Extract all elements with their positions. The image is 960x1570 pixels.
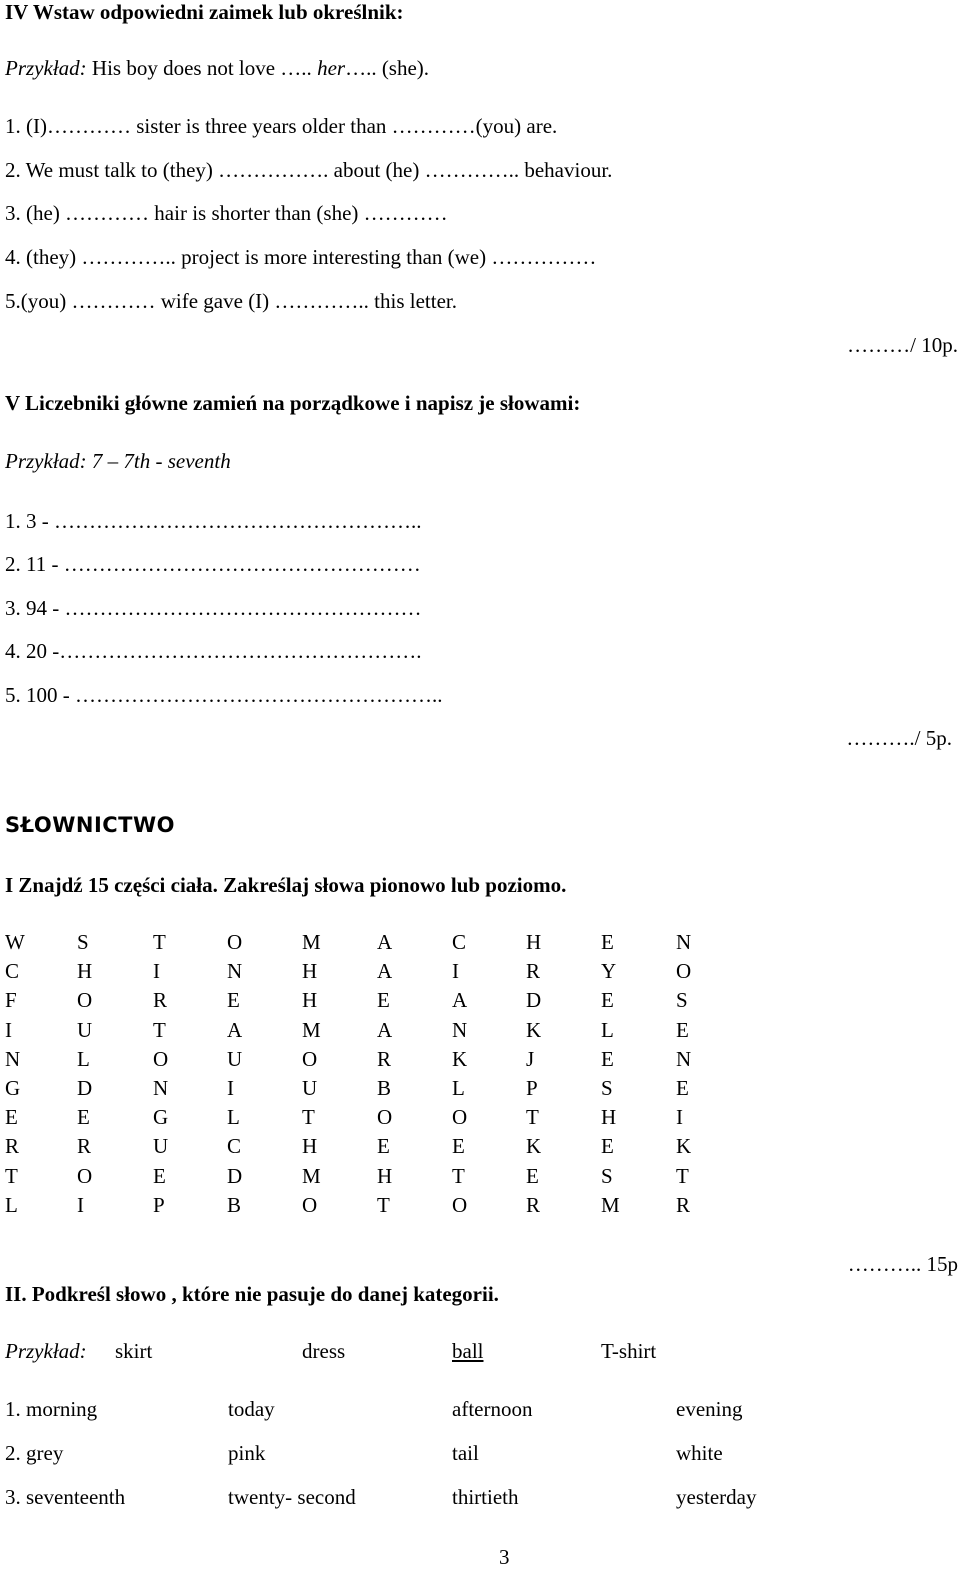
grid-letter: H (302, 1134, 318, 1159)
section-5-heading: V Liczebniki główne zamień na porządkowe i napisz je słowami: (5, 391, 581, 415)
grid-letter: W (5, 930, 25, 954)
grid-letter: L (452, 1076, 465, 1100)
grid-letter: D (227, 1163, 243, 1188)
section-4-score: ………/ 10p. (847, 333, 958, 357)
grid-letter: N (676, 930, 692, 954)
page-number: 3 (499, 1545, 510, 1569)
grid-letter: C (227, 1134, 242, 1159)
grid-letter: O (676, 959, 692, 984)
grid-letter: R (377, 1046, 392, 1071)
grid-letter: I (227, 1076, 234, 1100)
grid-letter: O (452, 1105, 468, 1130)
grid-letter: R (526, 1192, 541, 1217)
task-1-score: ……….. 15p (847, 1252, 958, 1276)
grid-letter: D (77, 1076, 93, 1100)
section-5-score: ………./ 5p. (846, 726, 952, 750)
task-2-row-3-word: 3. seventeenth (5, 1485, 126, 1509)
grid-letter: O (153, 1046, 169, 1071)
grid-letter: L (77, 1046, 90, 1071)
grid-letter: T (153, 930, 166, 954)
grid-letter: I (153, 959, 160, 984)
grid-letter: M (601, 1192, 620, 1217)
section-4-example (5, 55, 429, 81)
section-4-item-3: 3. (he) ………… hair is shorter than (she) ………… (5, 201, 448, 225)
grid-letter: E (77, 1105, 90, 1130)
grid-letter: S (601, 1163, 613, 1188)
grid-letter: O (377, 1105, 393, 1130)
grid-letter: I (452, 959, 459, 984)
grid-letter: A (377, 930, 393, 954)
grid-letter: H (377, 1163, 393, 1188)
grid-letter: E (676, 1017, 689, 1042)
grid-letter: S (77, 930, 89, 954)
grid-letter: I (77, 1192, 84, 1217)
grid-letter: T (676, 1163, 689, 1188)
task-2-row-3-word: twenty- second (228, 1485, 356, 1509)
grid-letter: E (601, 988, 614, 1013)
grid-letter: E (452, 1134, 465, 1159)
section-5-item-4: 4. 20 -……………………………………………. (5, 639, 422, 663)
grid-letter: R (526, 959, 541, 984)
grid-letter: H (302, 959, 318, 984)
grid-letter: E (526, 1163, 539, 1188)
section-4-item-5: 5.(you) ………… wife gave (I) ………….. this letter. (5, 289, 457, 313)
grid-letter: O (452, 1192, 468, 1217)
section-5-item-3: 3. 94 - …………………………………………… (5, 596, 422, 620)
grid-letter: E (676, 1076, 689, 1100)
grid-letter: R (676, 1192, 691, 1217)
task-2-row-1-word: 1. morning (5, 1397, 98, 1421)
task-2-row-3-word: yesterday (676, 1485, 757, 1509)
grid-letter: A (377, 959, 393, 984)
grid-letter: G (153, 1105, 169, 1130)
task-2-row-3-word: thirtieth (452, 1485, 519, 1509)
example-text: 7 – 7th - seventh (86, 449, 231, 473)
grid-letter: S (676, 988, 688, 1013)
task-2-row-2-word: pink (228, 1441, 266, 1465)
grid-letter: E (601, 1046, 614, 1071)
task-2-row-2-word: white (676, 1441, 723, 1465)
task-2-example-label: Przykład: (5, 1339, 87, 1363)
grid-letter: F (5, 988, 17, 1013)
grid-letter: C (5, 959, 20, 984)
grid-letter: H (526, 930, 542, 954)
example-label: Przykład: (5, 56, 87, 80)
grid-letter: U (227, 1046, 243, 1071)
grid-letter: G (5, 1076, 21, 1100)
grid-letter: J (526, 1046, 535, 1071)
grid-letter: A (227, 1017, 243, 1042)
grid-letter: Y (601, 959, 617, 984)
grid-letter: A (377, 1017, 393, 1042)
grid-letter: H (601, 1105, 617, 1130)
grid-letter: U (153, 1134, 169, 1159)
grid-letter: U (77, 1017, 93, 1042)
grid-letter: H (77, 959, 93, 984)
grid-letter: N (227, 959, 243, 984)
grid-letter: T (526, 1105, 539, 1130)
grid-letter: O (302, 1046, 318, 1071)
example-post: ….. (she). (345, 56, 430, 80)
task-2-row-2-word: 2. grey (5, 1441, 64, 1465)
grid-letter: R (5, 1134, 20, 1159)
grid-letter: T (302, 1105, 315, 1130)
task-2-heading: II. Podkreśl słowo , które nie pasuje do danej kategorii. (5, 1282, 499, 1306)
grid-letter: E (227, 988, 240, 1013)
section-5-item-2: 2. 11 - …………………………………………… (5, 552, 421, 576)
grid-letter: A (452, 988, 468, 1013)
grid-letter: L (601, 1017, 614, 1042)
grid-letter: R (77, 1134, 92, 1159)
grid-letter: B (377, 1076, 392, 1100)
example-pre: His boy does not love ….. (86, 56, 318, 80)
example-answer: her (317, 56, 346, 80)
grid-letter: M (302, 1017, 321, 1042)
grid-letter: E (377, 1134, 390, 1159)
grid-letter: L (227, 1105, 240, 1130)
grid-letter: L (5, 1192, 18, 1217)
grid-letter: E (377, 988, 390, 1013)
task-2-row-1-word: afternoon (452, 1397, 533, 1421)
grid-letter: K (526, 1017, 542, 1042)
grid-letter: T (452, 1163, 465, 1188)
grid-letter: O (227, 930, 243, 954)
grid-letter: R (153, 988, 168, 1013)
grid-letter: E (5, 1105, 18, 1130)
grid-letter: B (227, 1192, 242, 1217)
task-2-row-1-word: evening (676, 1397, 743, 1421)
grid-letter: S (601, 1076, 613, 1100)
section-5-item-5: 5. 100 - …………………………………………….. (5, 683, 443, 707)
task-2-row-1-word: today (228, 1397, 275, 1421)
section-4-item-4: 4. (they) ………….. project is more interesting than (we) …………… (5, 245, 597, 269)
grid-letter: N (153, 1076, 169, 1100)
section-5-example (5, 448, 231, 474)
grid-letter: T (5, 1163, 18, 1188)
section-5-item-1: 1. 3 - …………………………………………….. (5, 509, 422, 533)
example-word-underlined: ball (452, 1339, 484, 1363)
grid-letter: N (5, 1046, 21, 1071)
grid-letter: E (153, 1163, 166, 1188)
example-word: dress (302, 1339, 346, 1363)
grid-letter: O (77, 988, 93, 1013)
grid-letter: M (302, 1163, 321, 1188)
example-word: skirt (115, 1339, 153, 1363)
grid-letter: D (526, 988, 542, 1013)
example-label: Przykład: (5, 449, 87, 473)
vocabulary-heading: SŁOWNICTWO (5, 813, 176, 837)
grid-letter: T (377, 1192, 390, 1217)
task-1-heading: I Znajdź 15 części ciała. Zakreślaj słowa pionowo lub poziomo. (5, 873, 567, 897)
grid-letter: P (526, 1076, 538, 1100)
grid-letter: O (302, 1192, 318, 1217)
section-4-heading: IV Wstaw odpowiedni zaimek lub określnik: (5, 0, 404, 24)
grid-letter: K (526, 1134, 542, 1159)
grid-letter: N (452, 1017, 468, 1042)
grid-letter: E (601, 930, 614, 954)
grid-letter: C (452, 930, 467, 954)
section-4-item-2: 2. We must talk to (they) ……………. about (he) ………….. behaviour. (5, 158, 613, 182)
grid-letter: I (5, 1017, 12, 1042)
grid-letter: K (676, 1134, 692, 1159)
grid-letter: O (77, 1163, 93, 1188)
example-word: T-shirt (601, 1339, 657, 1363)
grid-letter: T (153, 1017, 166, 1042)
grid-letter: I (676, 1105, 683, 1130)
task-2-row-2-word: tail (452, 1441, 479, 1465)
grid-letter: K (452, 1046, 468, 1071)
grid-letter: H (302, 988, 318, 1013)
grid-letter: E (601, 1134, 614, 1159)
section-4-item-1: 1. (I)………… sister is three years older than …………(you) are. (5, 114, 558, 138)
grid-letter: P (153, 1192, 165, 1217)
grid-letter: U (302, 1076, 318, 1100)
grid-letter: M (302, 930, 321, 954)
grid-letter: N (676, 1046, 692, 1071)
